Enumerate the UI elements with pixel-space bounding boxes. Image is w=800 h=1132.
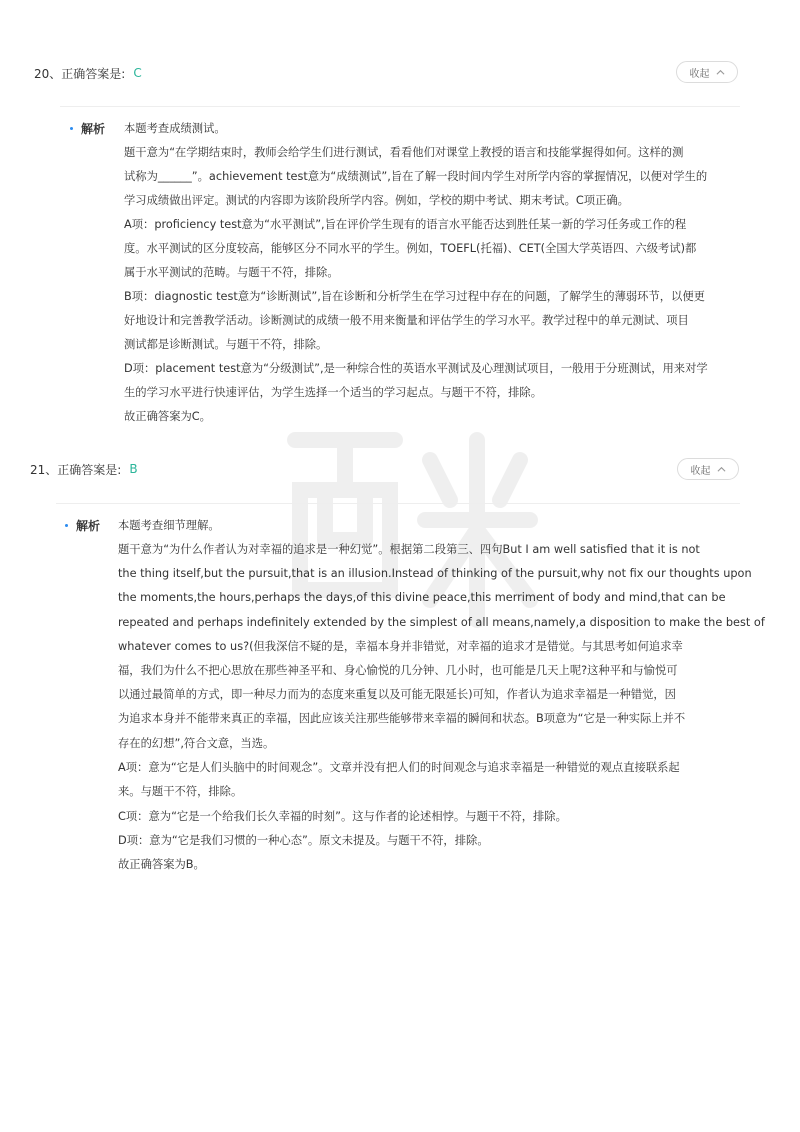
analysis-paragraph: A项：proficiency test意为“水平测试”,旨在评价学生现有的语言水平能否达到胜任某一新的学习任务或工作的程 度。水平测试的区分度较高，能够区分不同水平的学生。例如，TOEFL(托福)、CET(全国大学英语四、六级考试)都 属于水平测试的范畴。与题干不符，排除。 [124, 218, 697, 280]
chevron-up-icon [716, 68, 725, 77]
collapse-button-label: 收起 [690, 465, 711, 477]
question-20-header [34, 60, 142, 86]
collapse-button[interactable] [677, 458, 739, 480]
analysis-label-text: 解析 [76, 519, 101, 533]
question-21-answer: B [129, 462, 138, 476]
analysis-paragraph: 本题考查成绩测试。 [124, 122, 226, 135]
question-20-number: 20、正确答案是: [34, 66, 126, 81]
divider [60, 106, 740, 107]
analysis-paragraph: D项：placement test意为“分级测试”,是一种综合性的英语水平测试及心理测试项目，一般用于分班测试，用来对学 生的学习水平进行快速评估，为学生选择一个适当的学习起点。与题干不符，排除。 [124, 362, 708, 400]
analysis-paragraph: 故正确答案为C。 [124, 410, 211, 423]
analysis-paragraph: 故正确答案为B。 [118, 858, 205, 871]
collapse-button-label: 收起 [689, 68, 710, 80]
bullet-dot-icon [70, 127, 73, 130]
divider [56, 503, 740, 504]
analysis-paragraph: 本题考查细节理解。 [118, 519, 220, 532]
analysis-label [70, 120, 105, 137]
analysis-paragraph: D项：意为“它是我们习惯的一种心态”。原文未提及。与题干不符，排除。 [118, 834, 489, 847]
bullet-dot-icon [65, 524, 68, 527]
question-21-number: 21、正确答案是: [30, 462, 122, 477]
analysis-paragraph: A项：意为“它是人们头脑中的时间观念”。文章并没有把人们的时间观念与追求幸福是一种错觉的观点直接联系起 来。与题干不符，排除。 [118, 761, 680, 799]
analysis-paragraph: 题干意为“为什么作者认为对幸福的追求是一种幻觉”。根据第二段第三、四句But I am well satisfied that it is not the thing itself,but the pursuit,that is an illusion.Instead of thinking of the pursuit,why not fix our thoughts upon the moments,the hours,perhaps the days,of this divine peace,this merriment of body and mind,that can be repeated and perhaps indefinitely extended by the simplest of all means,namely,a disposition to make the best of whatever comes to us?(但我深信不疑的是，幸福本身并非错觉，对幸福的追求才是错觉。与其思考如何追求幸 福，我们为什么不把心思放在那些神圣平和、身心愉悦的几分钟、几小时，也可能是几天上呢?这种平和与愉悦可 以通过最简单的方式，即一种尽力而为的态度来重复以及可能无限延长)可知，作者认为追求幸福是一种错觉，因 为追求本身并不能带来真正的幸福，因此应该关注那些能够带来幸福的瞬间和状态。B项意为“它是一种实际上并不 存在的幻想”,符合文意，当选。 [118, 543, 765, 750]
question-21-header [30, 456, 138, 482]
analysis-paragraph: B项：diagnostic test意为“诊断测试”,旨在诊断和分析学生在学习过程中存在的问题，了解学生的薄弱环节，以便更 好地设计和完善教学活动。诊断测试的成绩一般不用来衡量和评估学生的学习水平。教学过程中的单元测试、项目 测试都是诊断测试。与题干不符，排除。 [124, 290, 705, 352]
analysis-label-text: 解析 [81, 122, 106, 136]
analysis-paragraph: C项：意为“它是一个给我们长久幸福的时刻”。这与作者的论述相悖。与题干不符，排除。 [118, 810, 567, 823]
analysis-label [65, 517, 100, 534]
chevron-up-icon [717, 465, 726, 474]
question-20-answer: C [133, 66, 142, 80]
collapse-button[interactable] [676, 61, 738, 83]
analysis-paragraph: 题干意为“在学期结束时，教师会给学生们进行测试，看看他们对课堂上教授的语言和技能掌握得如何。这样的测 试称为______”。achievement test意为“成绩测试”,旨在了解一段时间内学生对所学内容的掌握情况，以便对学生的 学习成绩做出评定。测试的内容即为该阶段所学内容。例如，学校的期中考试、期末考试。C项正确。 [124, 146, 708, 208]
